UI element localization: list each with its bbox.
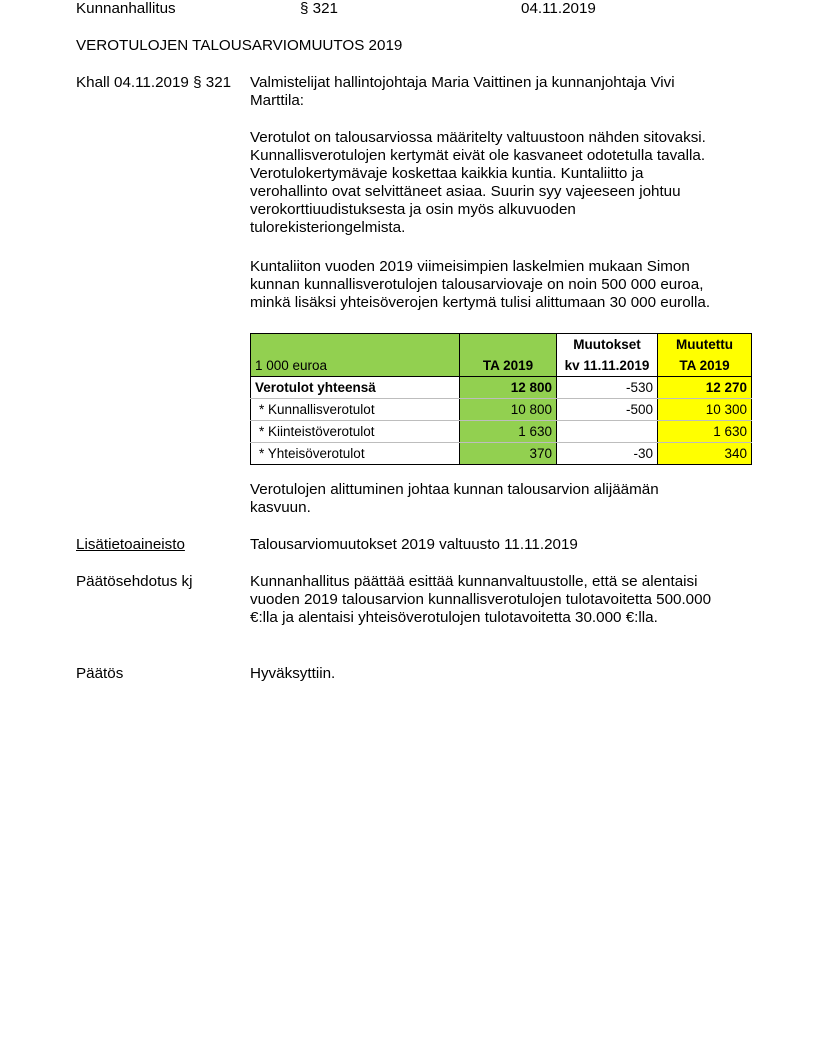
row-label: * Yhteisöverotulot: [251, 443, 460, 465]
body-name: Kunnanhallitus: [76, 0, 176, 17]
row-new: 1 630: [658, 421, 752, 443]
extra-info-text: Talousarviomuutokset 2019 valtuusto 11.11.2019: [250, 536, 578, 553]
text-line: kasvuun.: [250, 499, 311, 516]
text-line: tulorekisteriongelmista.: [250, 219, 406, 236]
text-line: Kunnanhallitus päättää esittää kunnanvaltuustolle, että se alentaisi: [250, 573, 698, 590]
background-paragraph: [250, 129, 750, 237]
row-new: 340: [658, 443, 752, 465]
estimate-paragraph: [250, 258, 750, 312]
row-label: * Kiinteistöverotulot: [251, 421, 460, 443]
text-line: kunnan kunnallisverotulojen talousarviovaje on noin 500 000 euroa,: [250, 276, 704, 293]
proposal-paragraph: [250, 573, 750, 627]
consequence-paragraph: [250, 481, 750, 517]
text-line: Kuntaliiton vuoden 2019 viimeisimpien laskelmien mukaan Simon: [250, 258, 690, 275]
row-label: Verotulot yhteensä: [251, 377, 460, 399]
extra-info-label: Lisätietoaineisto: [76, 536, 185, 553]
text-line: €:lla ja alentaisi yhteisöverotulojen tulotavoitetta 30.000 €:lla.: [250, 609, 658, 626]
header-new-top: Muutettu: [658, 334, 752, 356]
text-line: Marttila:: [250, 92, 305, 109]
row-ta: 10 800: [460, 399, 557, 421]
preparers-paragraph: [250, 74, 750, 110]
text-line: Valmistelijat hallintojohtaja Maria Vaittinen ja kunnanjohtaja Vivi: [250, 74, 675, 91]
table-row: [251, 377, 752, 399]
text-line: Verotulojen alittuminen johtaa kunnan talousarvion alijäämän: [250, 481, 659, 498]
row-new: 12 270: [658, 377, 752, 399]
row-change: -530: [557, 377, 658, 399]
text-line: Verotulot on talousarviossa määritelty valtuustoon nähden sitovaksi.: [250, 129, 706, 146]
header-changes-bottom: kv 11.11.2019: [557, 355, 658, 377]
row-change: -500: [557, 399, 658, 421]
row-ta: 12 800: [460, 377, 557, 399]
row-label: * Kunnallisverotulot: [251, 399, 460, 421]
text-line: verohallinto ovat selvittäneet asiaa. Suurin syy vajeeseen johtuu: [250, 183, 681, 200]
header-changes-top: Muutokset: [557, 334, 658, 356]
decision-text: Hyväksyttiin.: [250, 665, 336, 682]
header-ta: TA 2019: [460, 355, 557, 377]
text-line: vuoden 2019 talousarvion kunnallisverotulojen tulotavoitetta 500.000: [250, 591, 712, 608]
table-row: [251, 399, 752, 421]
row-new: 10 300: [658, 399, 752, 421]
table-row: [251, 421, 752, 443]
text-line: minkä lisäksi yhteisöverojen kertymä tulisi alittumaan 30 000 eurolla.: [250, 294, 711, 311]
row-change: -30: [557, 443, 658, 465]
decision-label: Päätös: [76, 665, 124, 682]
row-change: [557, 421, 658, 443]
proposal-label: Päätösehdotus kj: [76, 573, 193, 590]
entry-reference: Khall 04.11.2019 § 321: [76, 74, 232, 91]
table-header-row: [251, 334, 752, 356]
meeting-date: 04.11.2019: [521, 0, 596, 17]
document-title: VEROTULOJEN TALOUSARVIOMUUTOS 2019: [76, 37, 403, 54]
unit-label: 1 000 euroa: [251, 355, 460, 377]
row-ta: 370: [460, 443, 557, 465]
text-line: Kunnallisverotulojen kertymät eivät ole kasvaneet odotetulla tavalla.: [250, 147, 706, 164]
header-new-bottom: TA 2019: [658, 355, 752, 377]
row-ta: 1 630: [460, 421, 557, 443]
text-line: Verotulokertymävaje koskettaa kaikkia kuntia. Kuntaliitto ja: [250, 165, 644, 182]
table-row: [251, 443, 752, 465]
text-line: verokorttiuudistuksesta ja osin myös alkuvuoden: [250, 201, 576, 218]
table-header-row: [251, 355, 752, 377]
section-number: § 321: [300, 0, 339, 17]
budget-table: [250, 333, 752, 465]
